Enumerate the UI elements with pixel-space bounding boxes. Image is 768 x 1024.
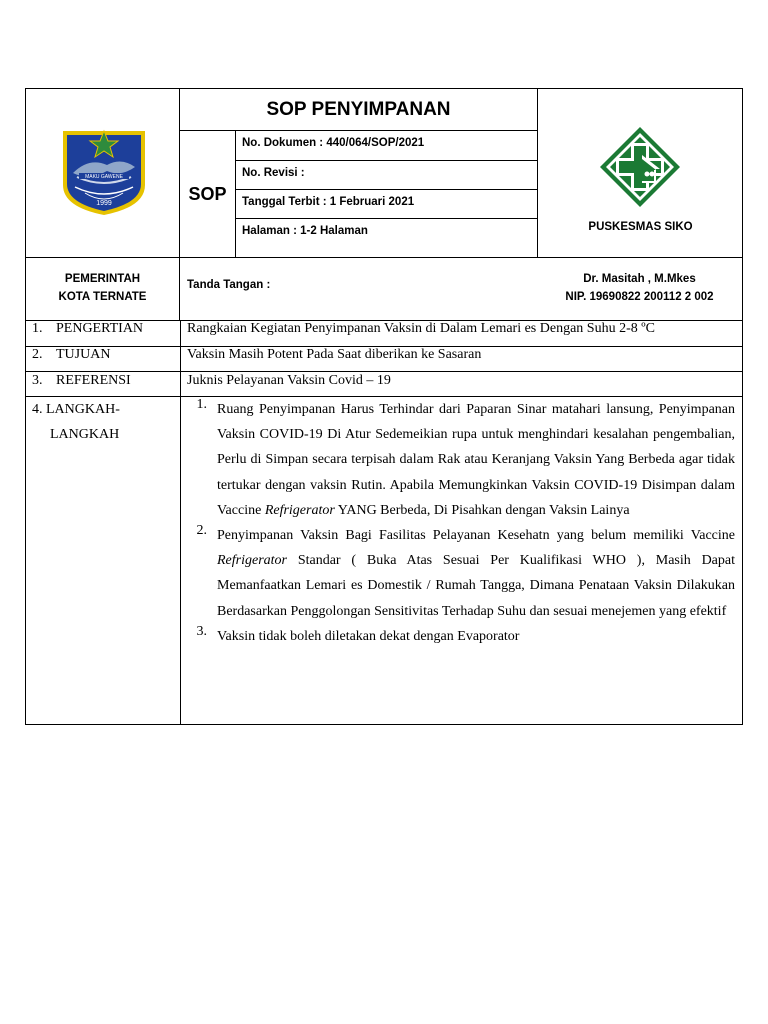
halaman: Halaman : 1-2 Halaman xyxy=(242,225,368,237)
puskesmas-logo-icon xyxy=(598,125,682,209)
steps-list xyxy=(187,397,735,649)
gov-line-2: KOTA TERNATE xyxy=(58,291,147,303)
row-pengertian xyxy=(26,321,742,347)
row-value: Juknis Pelayanan Vaksin Covid – 19 xyxy=(187,373,391,388)
row-value: Rangkaian Kegiatan Penyimpanan Vaksin di Dalam Lemari es Dengan Suhu 2-8 ºC xyxy=(187,321,655,336)
signature-label: Tanda Tangan : xyxy=(187,279,271,291)
doctor-cell xyxy=(537,257,742,320)
content-table xyxy=(25,320,743,725)
row-label: 3. REFERENSI xyxy=(32,373,131,388)
list-item: 2. Penyimpanan Vaksin Bagi Fasilitas Pelayanan Kesehatn yang belum memiliki Vaccine Refrigerator Standar ( Buka Atas Sesuai Per Kualifikasi WHO ), Masih Dapat Memanfaatkan Lemari es Domestik / Rumah Tangga, Dimana Penataan Vaksin Dilakukan Berdasarkan Penggolongan Sensitivitas Terhadap Suhu dan sesuai menejemen yang efektif xyxy=(196,523,735,619)
row-tujuan xyxy=(26,347,742,372)
halaman-row xyxy=(236,219,537,257)
list-item: 1. Ruang Penyimpanan Harus Terhindar dari Paparan Sinar matahari lansung, Penyimpanan Vaksin COVID-19 Di Atur Sedemeikian rupa untuk menghindari kesalahan pengembalian, Perlu di Simpan secara terpisah dalam Rak atau Keranjang Vaksin Yang Berbeda agar tidak tertukar dengan vaksin Rutin. Apabila Memungkinkan Vaksin COVID-19 Disimpan dalam Vaccine Refrigerator YANG Berbeda, Di Pisahkan dengan Vaksin Lainya xyxy=(196,397,735,518)
page-title: SOP PENYIMPANAN xyxy=(266,98,451,120)
no-revisi-row xyxy=(236,161,537,190)
signature-cell xyxy=(180,257,537,320)
tanggal-terbit: Tanggal Terbit : 1 Februari 2021 xyxy=(242,196,415,208)
svg-text:1999: 1999 xyxy=(96,200,112,207)
row-label: 1. PENGERTIAN xyxy=(32,321,144,336)
sop-header xyxy=(25,88,743,258)
tanggal-terbit-row xyxy=(236,190,537,219)
row-value: Vaksin Masih Potent Pada Saat diberikan ke Sasaran xyxy=(187,347,482,362)
svg-text:MAKU GAWENE: MAKU GAWENE xyxy=(85,174,123,180)
doctor-nip: NIP. 19690822 200112 2 002 xyxy=(565,291,714,303)
signature-row xyxy=(25,257,743,321)
no-dokumen: No. Dokumen : 440/064/SOP/2021 xyxy=(242,137,425,149)
no-dokumen-row xyxy=(236,131,537,161)
title-cell xyxy=(180,89,537,131)
no-revisi: No. Revisi : xyxy=(242,167,305,179)
steps-label: 4. LANGKAH- LANGKAH xyxy=(32,402,120,442)
list-item: 3. Vaksin tidak boleh diletakan dekat dengan Evaporator xyxy=(196,623,520,644)
puskesmas-name: PUSKESMAS SIKO xyxy=(588,221,693,233)
sop-label-cell xyxy=(180,131,236,257)
right-logo-cell xyxy=(537,89,742,257)
row-referensi xyxy=(26,372,742,397)
sop-label: SOP xyxy=(188,183,227,204)
left-logo-cell xyxy=(26,89,180,257)
doctor-name: Dr. Masitah , M.Mkes xyxy=(583,273,696,285)
row-label: 2. TUJUAN xyxy=(32,347,111,362)
gov-line-1: PEMERINTAH xyxy=(64,273,141,285)
kota-ternate-emblem-icon xyxy=(59,127,149,217)
government-cell xyxy=(26,257,180,320)
